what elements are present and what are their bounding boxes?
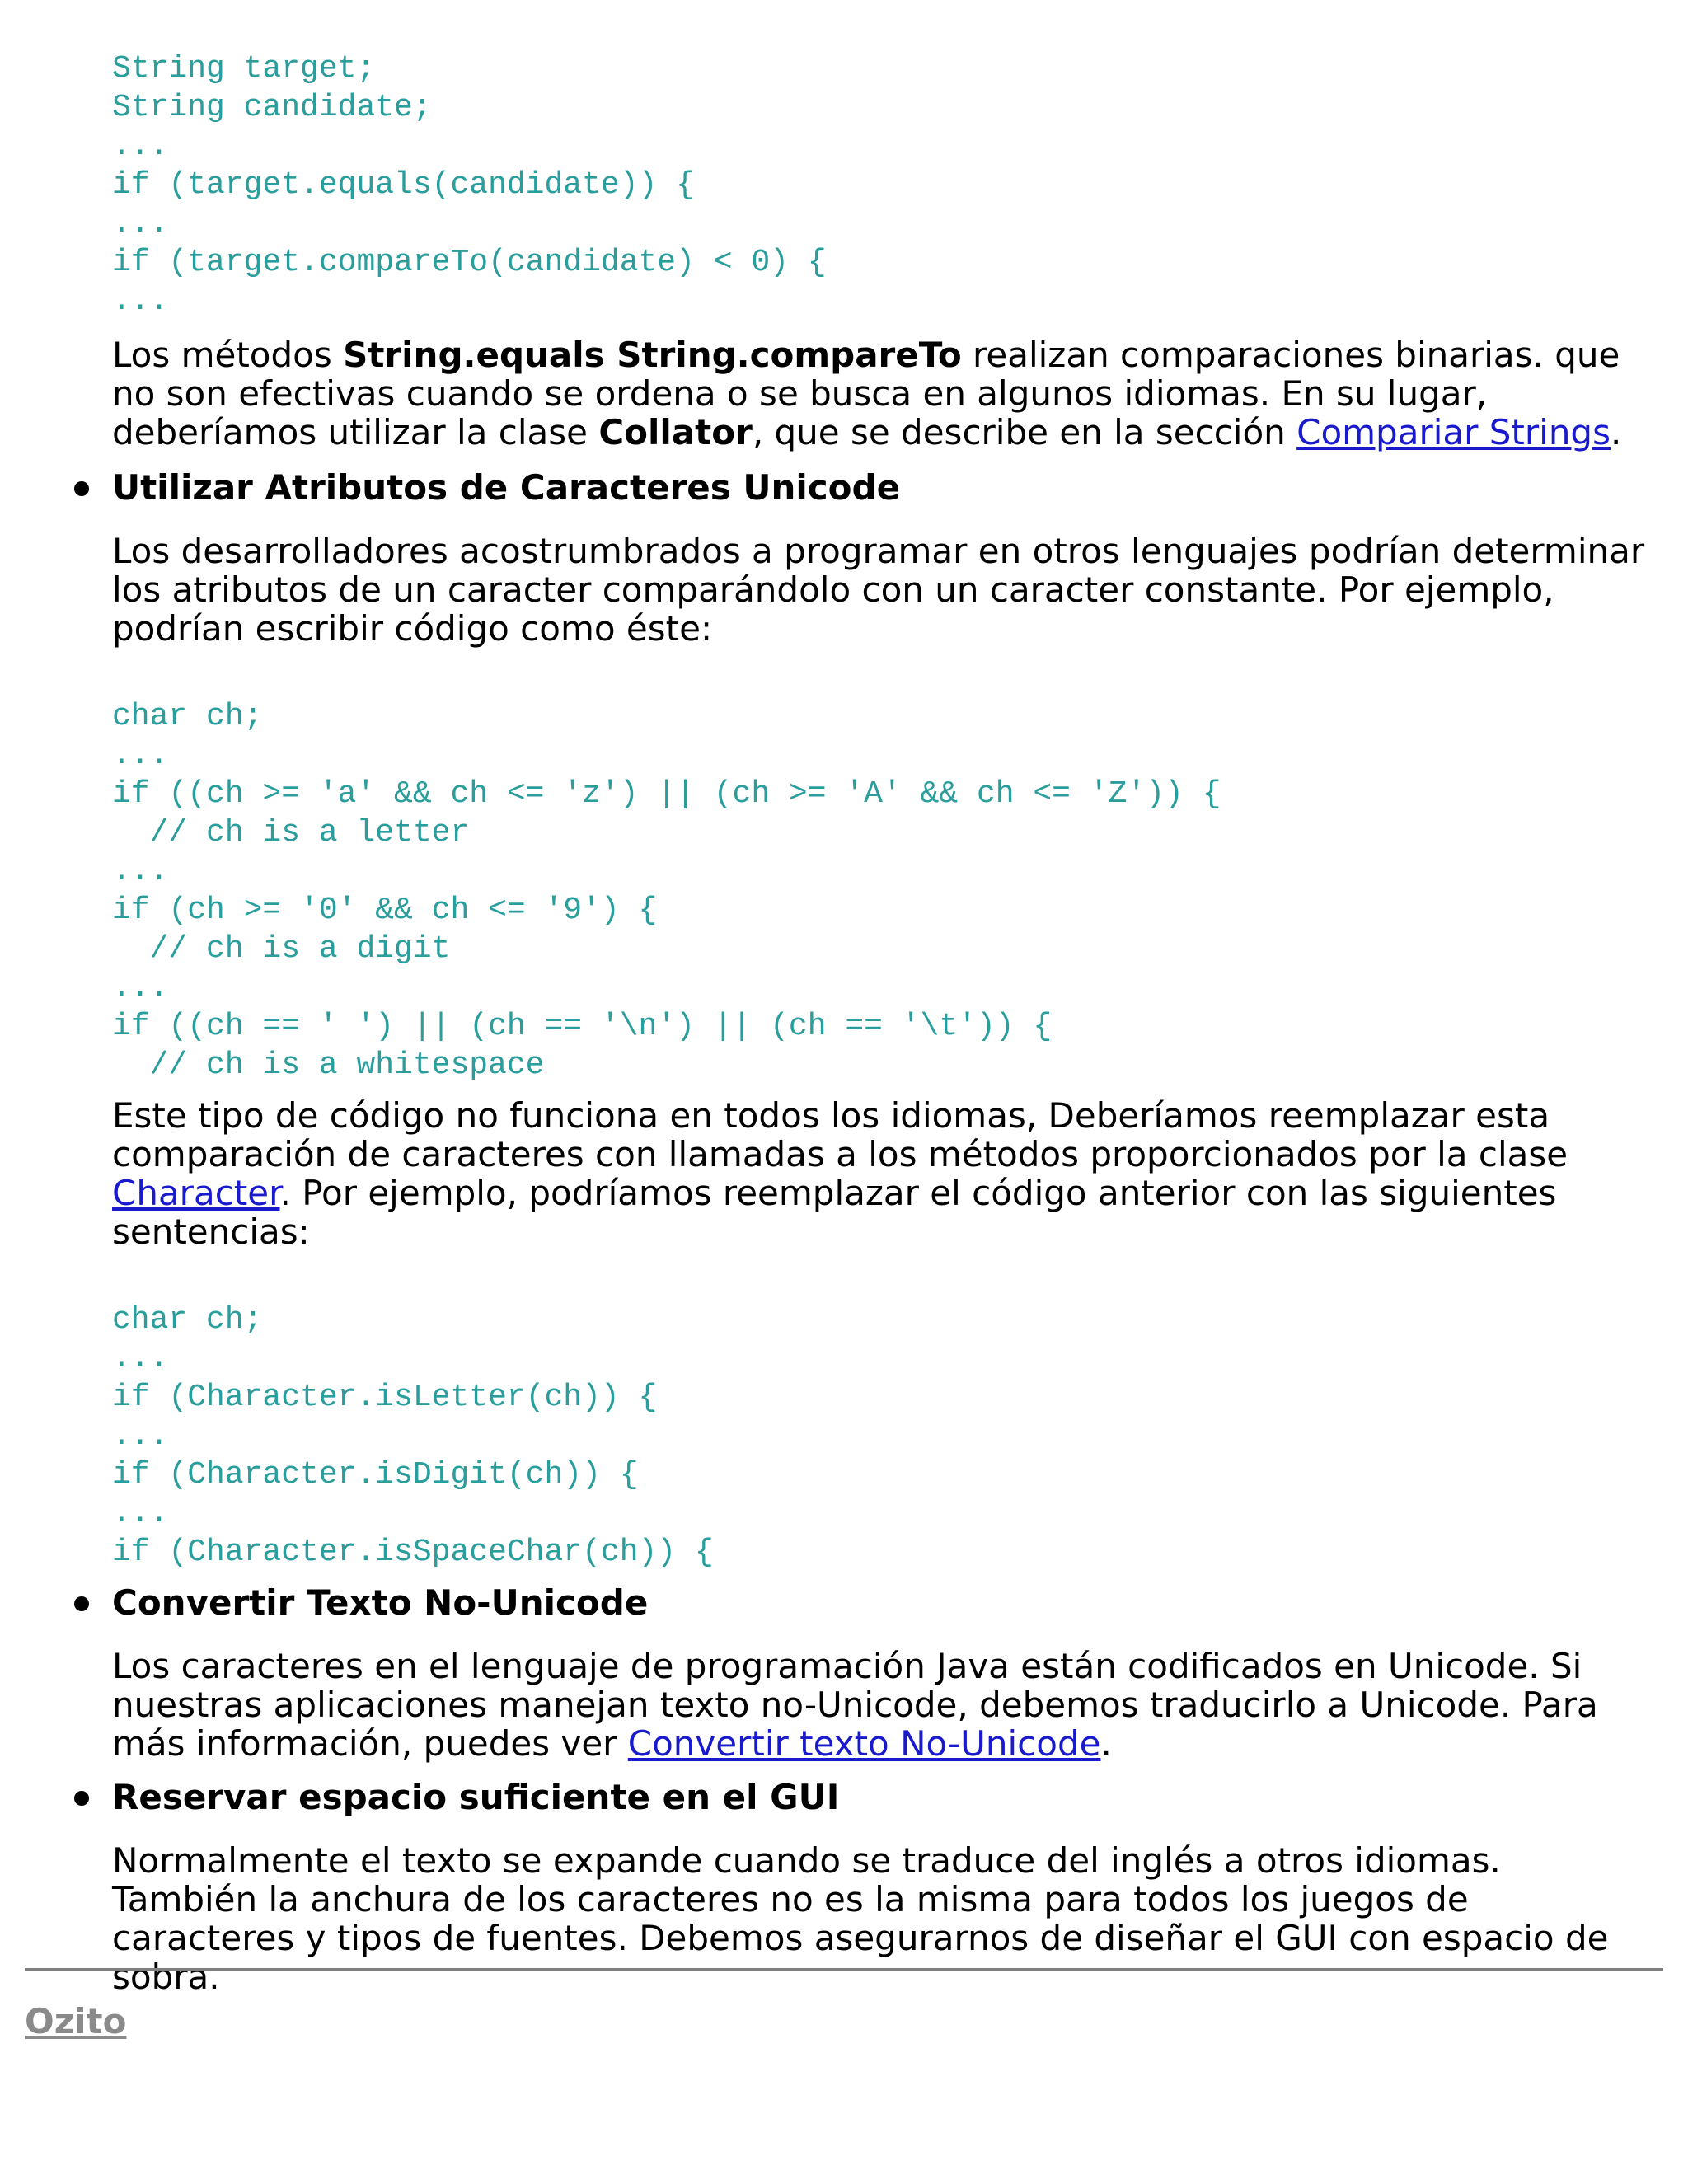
text-span: . Por ejemplo, podríamos reemplazar el código anterior con las siguientes sentencias: (112, 1173, 1557, 1252)
bullet-icon (74, 481, 89, 496)
code-block-compare (112, 0, 1655, 321)
bullet-icon (74, 1596, 89, 1611)
text-span: Los caracteres en el lenguaje de programación Java están codificados en Unicode. Si nuestras aplicaciones manejan texto no-Unicode, debemos traducirlo a Unicode. Para más información, puedes ver (112, 1646, 1598, 1764)
section-heading (112, 1583, 1688, 1622)
text-span: , que se describe en la sección (752, 412, 1297, 452)
link-character[interactable]: Character (112, 1173, 280, 1213)
paragraph-text: Normalmente el texto se expande cuando se traduce del inglés a otros idiomas. También la anchura de los caracteres no es la misma para todos los juegos de caracteres y tipos de fuentes. Debemos asegurarnos de diseñar el GUI con espacio de sobra. (112, 1840, 1609, 1997)
text-span: realizan comparaciones binarias. que no son efectivas cuando se ordena o se busca en algunos idiomas. En su lugar, deberíamos utilizar la clase (112, 335, 1620, 452)
text-span: . (1100, 1723, 1112, 1764)
paragraph-binary-compare (112, 335, 1655, 452)
horizontal-rule (25, 1968, 1663, 1971)
list-item-unicode-attributes (0, 468, 1688, 1572)
paragraph-text (112, 335, 1655, 452)
text-span: Este tipo de código no funciona en todos los idiomas, Deberíamos reemplazar esta comparación de caracteres con llamadas a los métodos proporcionados por la clase (112, 1095, 1568, 1174)
section-body (112, 1647, 1655, 1763)
paragraph-text: Los desarrolladores acostrumbrados a programar en otros lenguajes podrían determinar los atributos de un caracter comparándolo con un caracter constante. Por ejemplo, podrían escribir código como éste: (112, 531, 1645, 649)
list-item-gui-space (0, 1778, 1688, 1996)
list-item-convert-text (0, 1583, 1688, 1763)
link-convertir-texto[interactable]: Convertir texto No-Unicode (627, 1723, 1101, 1764)
heading-text: Convertir Texto No-Unicode (112, 1582, 649, 1623)
bullet-icon (74, 1791, 89, 1806)
code-snippet-character-methods: char ch; ... if (Character.isLetter(ch)) { ... if (Character.isDigit(ch)) { ... if (Character.isSpaceChar(ch)) { (112, 1302, 714, 1570)
link-compariar-strings[interactable]: Compariar Strings (1296, 412, 1611, 452)
text-span: Los métodos (112, 335, 344, 375)
bold-method-names: String.equals String.compareTo (343, 335, 962, 375)
text-span: . (1610, 412, 1622, 452)
guidelines-list (0, 468, 1688, 1996)
section-heading (112, 1778, 1688, 1816)
paragraph-text (112, 1096, 1655, 1251)
section-body (112, 1841, 1655, 1996)
heading-text: Reservar espacio suficiente en el GUI (112, 1777, 840, 1817)
section-body (112, 532, 1655, 1572)
heading-text: Utilizar Atributos de Caracteres Unicode (112, 467, 901, 508)
code-snippet-string-compare: String target; String candidate; ... if (target.equals(candidate)) { ... if (target.compareTo(candidate) < 0) { ... (112, 51, 827, 319)
bold-class-collator: Collator (598, 412, 753, 452)
section-heading (112, 468, 1688, 507)
code-snippet-char-compare: char ch; ... if ((ch >= 'a' && ch <= 'z') || (ch >= 'A' && ch <= 'Z')) { // ch is a letter ... if (ch >= '0' && ch <= '9') { // ch is a digit ... if ((ch == ' ') || (ch == '\n') || (ch == '\t')) { // ch is a whitespace (112, 699, 1221, 1083)
footer-link-ozito[interactable]: Ozito (25, 2001, 127, 2041)
paragraph-text (112, 1647, 1655, 1763)
